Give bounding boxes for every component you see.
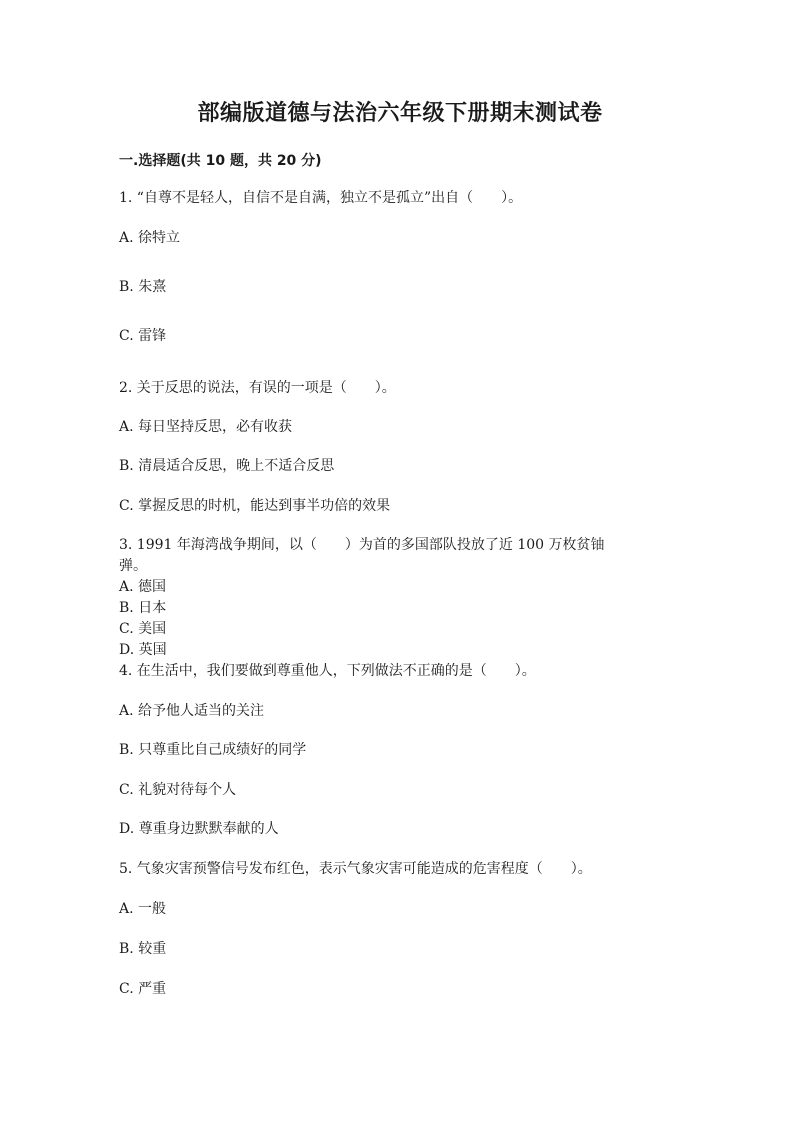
- question-3-option-b: B. 日本: [119, 600, 167, 616]
- question-4-option-a: A. 给予他人适当的关注: [119, 703, 265, 719]
- question-5-option-c: C. 严重: [119, 981, 167, 997]
- question-2-option-b: B. 清晨适合反思，晚上不适合反思: [119, 458, 335, 474]
- question-5-option-b: B. 较重: [119, 941, 167, 957]
- question-3-option-d: D. 英国: [119, 642, 167, 658]
- question-4-option-d: D. 尊重身边默默奉献的人: [119, 821, 279, 837]
- question-5-option-a: A. 一般: [119, 901, 167, 917]
- question-2-option-c: C. 掌握反思的时机，能达到事半功倍的效果: [119, 498, 391, 514]
- question-4-stem: 4. 在生活中，我们要做到尊重他人，下列做法不正确的是（ ）。: [119, 663, 536, 679]
- question-4-option-b: B. 只尊重比自己成绩好的同学: [119, 742, 307, 758]
- question-4-option-c: C. 礼貌对待每个人: [119, 782, 237, 798]
- question-3-stem-line-2: 弹。: [119, 558, 147, 574]
- question-2-stem: 2. 关于反思的说法，有误的一项是（ ）。: [119, 380, 396, 396]
- question-2-option-a: A. 每日坚持反思，必有收获: [119, 419, 293, 435]
- question-1-option-a: A. 徐特立: [119, 230, 181, 246]
- question-5-stem: 5. 气象灾害预警信号发布红色，表示气象灾害可能造成的危害程度（ ）。: [119, 861, 592, 877]
- page-title: 部编版道德与法治六年级下册期末测试卷: [197, 101, 603, 126]
- question-3-option-a: A. 德国: [119, 579, 167, 595]
- question-1-stem: 1. “自尊不是轻人，自信不是自满，独立不是孤立”出自（ ）。: [119, 190, 523, 206]
- question-3-stem-line-1: 3. 1991 年海湾战争期间，以（ ）为首的多国部队投放了近 100 万枚贫铀: [119, 537, 605, 553]
- question-3-option-c: C. 美国: [119, 621, 167, 637]
- section-heading: 一.选择题(共 10 题，共 20 分): [119, 153, 322, 169]
- question-1-option-b: B. 朱熹: [119, 279, 167, 295]
- question-1-option-c: C. 雷锋: [119, 328, 167, 344]
